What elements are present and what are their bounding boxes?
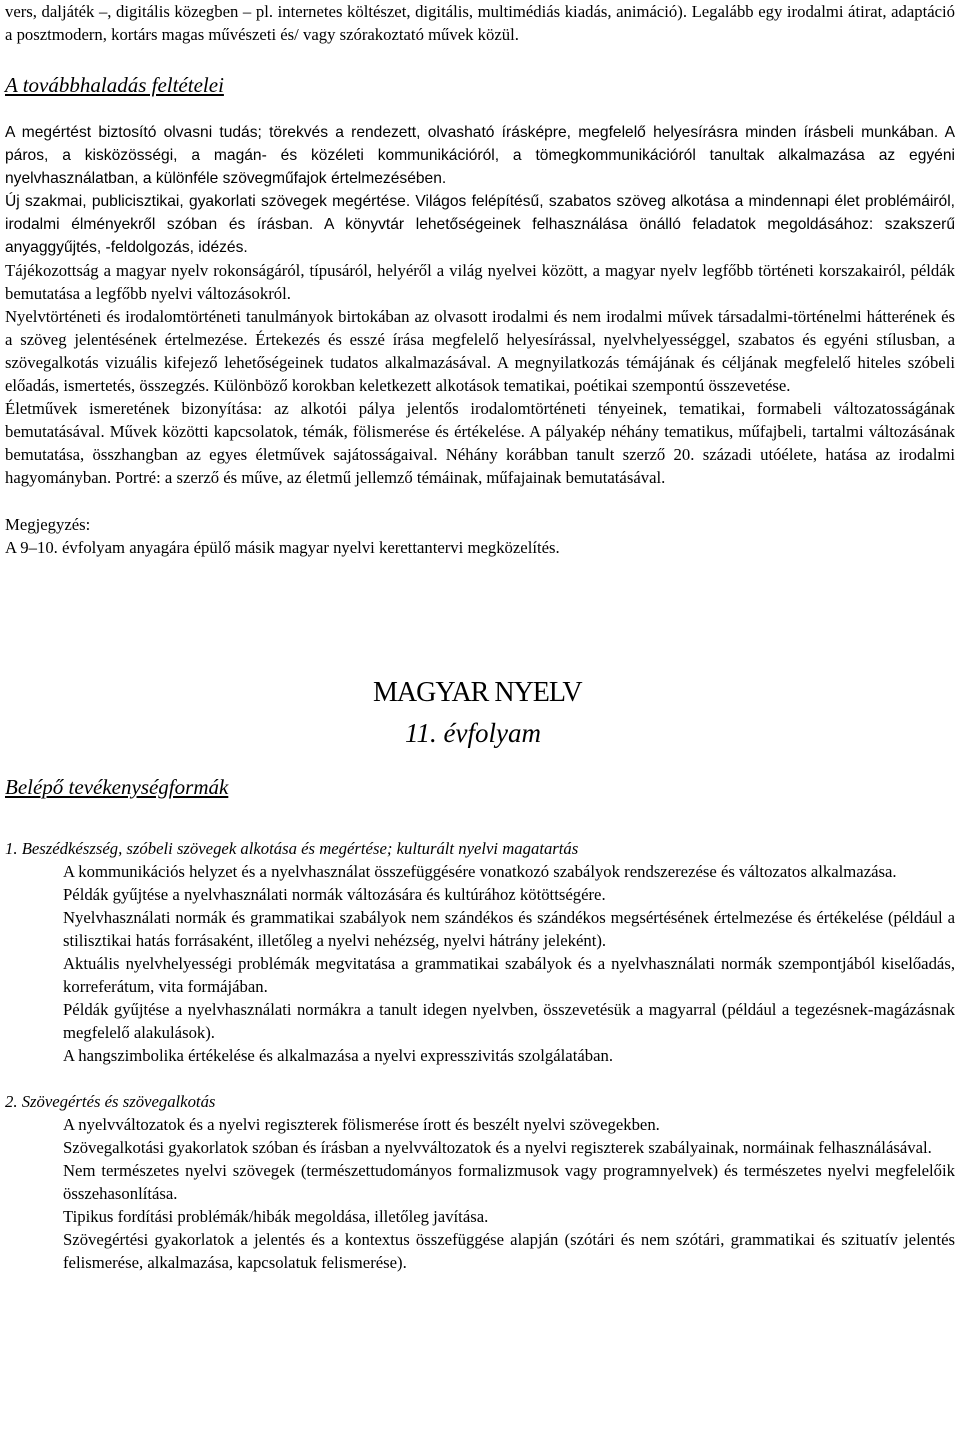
progress-paragraph-3: Tájékozottság a magyar nyelv rokonságáról, típusáról, helyéről a világ nyelvei között, a magyar nyelv legfőbb történeti korszakairól, példák bemutatása a legfőbb nyelvi változásokról.	[5, 261, 955, 303]
list-item: Tipikus fordítási problémák/hibák megoldása, illetőleg javítása.	[63, 1207, 489, 1226]
list-item: Nyelvhasználati normák és grammatikai szabályok nem szándékos és szándékos megsértésének értelmezése és értékelése (például a stilisztikai hatás forrásaként, illetőleg a nyelvi nehézség, nyelvi hátrány jeleként).	[63, 908, 955, 950]
entry-activities-heading: Belépő tevékenységformák	[5, 775, 229, 799]
grade-title-block	[5, 677, 955, 837]
section-1-title: 1. Beszédkészség, szóbeli szövegek alkotása és megértése; kulturált nyelvi magatartás	[5, 839, 579, 858]
progress-heading: A továbbhaladás feltételei	[5, 73, 224, 97]
list-item: A nyelvváltozatok és a nyelvi regiszterek fölismerése írott és beszélt nyelvi szövegekben.	[63, 1115, 660, 1134]
grade-title: 11. évfolyam	[405, 718, 541, 748]
intro-paragraph: vers, daljáték –, digitális közegben – pl. internetes költészet, digitális, multimédiás kiadás, animáció). Legalább egy irodalmi átirat, adaptáció a posztmodern, kortárs magas művészeti és/ vagy szórakoztató művek közül.	[5, 2, 955, 44]
list-item: Nem természetes nyelvi szövegek (természettudományos formalizmusok vagy programnyelvek) és természetes nyelvi megfelelőik összehasonlítása.	[63, 1161, 955, 1203]
list-item: Példák gyűjtése a nyelvhasználati normákra a tanult idegen nyelvben, összevetésük a magyarral (például a tegezésnek-magázásnak megfelelő alakulások).	[63, 1000, 955, 1042]
section-1-list	[5, 860, 955, 1067]
subject-title: MAGYAR NYELV	[373, 677, 582, 708]
list-item: A hangszimbolika értékelése és alkalmazása a nyelvi expresszivitás szolgálatában.	[63, 1046, 614, 1065]
note-text: A 9–10. évfolyam anyagára épülő másik magyar nyelvi kerettantervi megközelítés.	[5, 538, 560, 557]
progress-paragraph-2: Új szakmai, publicisztikai, gyakorlati szövegek megértése. Világos felépítésű, szabatos szöveg alkotása a mindennapi élet problémáiról, irodalmi élményekről szóban és írásban. A könyvtár lehetőségeinek felhasználása önálló feladatok megoldásához: szakszerű anyaggyűjtés, -feldolgozás, idézés.	[5, 193, 955, 256]
list-item: Példák gyűjtése a nyelvhasználati normák változására és kultúrához kötöttségére.	[63, 885, 606, 904]
note-label: Megjegyzés:	[5, 515, 91, 534]
list-item: Szövegértési gyakorlatok a jelentés és a kontextus összefüggése alapján (szótári és nem szótári, grammatikai és szituatív jelentés felismerése, alkalmazása, kapcsolatuk felismerése).	[63, 1230, 955, 1272]
section-2-list	[5, 1113, 955, 1274]
list-item: Aktuális nyelvhelyességi problémák megvitatása a grammatikai szabályok és a nyelvhasználati normák szempontjából kiselőadás, korreferátum, vita formájában.	[63, 954, 955, 996]
list-item: Szövegalkotási gyakorlatok szóban és írásban a nyelvváltozatok és a nyelvi regiszterek szabályainak, normáinak felhasználásával.	[63, 1138, 932, 1157]
progress-paragraph-4: Nyelvtörténeti és irodalomtörténeti tanulmányok birtokában az olvasott irodalmi és nem irodalmi művek társadalmi-történelmi hátterének és a szöveg jelentésének értelmezése. Értekezés és esszé írása megfelelő helyesírással, nyelvhelyességgel, szabatos és egyéni stílusban, a szövegalkotás vizuális kifejező lehetőségeinek tudatos alkalmazásával. A megnyilatkozás témájának és céljának megfelelő hiteles szóbeli előadás, ismertetés, összegzés. Különböző korokban keletkezett alkotások tematikai, poétikai szempontú összevetése.	[5, 307, 955, 395]
progress-paragraph-1: A megértést biztosító olvasni tudás; törekvés a rendezett, olvasható írásképre, megfelelő helyesírásra minden írásbeli munkában. A páros, a kisközösségi, a magán- és közéleti kommunikációról, a tömegkommunikációról tanultak alkalmazása az egyéni nyelvhasználatban, a különféle szövegműfajok értelmezésében.	[5, 124, 955, 187]
list-item: A kommunikációs helyzet és a nyelvhasználat összefüggésére vonatkozó szabályok rendszerezése és változatos alkalmazása.	[63, 862, 897, 881]
progress-paragraph-5: Életművek ismeretének bizonyítása: az alkotói pálya jelentős irodalomtörténeti tényeinek, tematikai, formabeli változatosságának bemutatásával. Művek közötti kapcsolatok, témák, fölismerése és értékelése. A pályakép néhány tematikus, műfajbeli, tartalmi változásának bemutatása, összhangban az egyes életművek sajátosságaival. Néhány korábban tanult szerző 20. századi utóélete, hatása az irodalmi hagyományban. Portré: a szerző és műve, az életmű jellemző témáinak, műfajainak bemutatásával.	[5, 399, 955, 487]
section-2-title: 2. Szövegértés és szövegalkotás	[5, 1092, 216, 1111]
